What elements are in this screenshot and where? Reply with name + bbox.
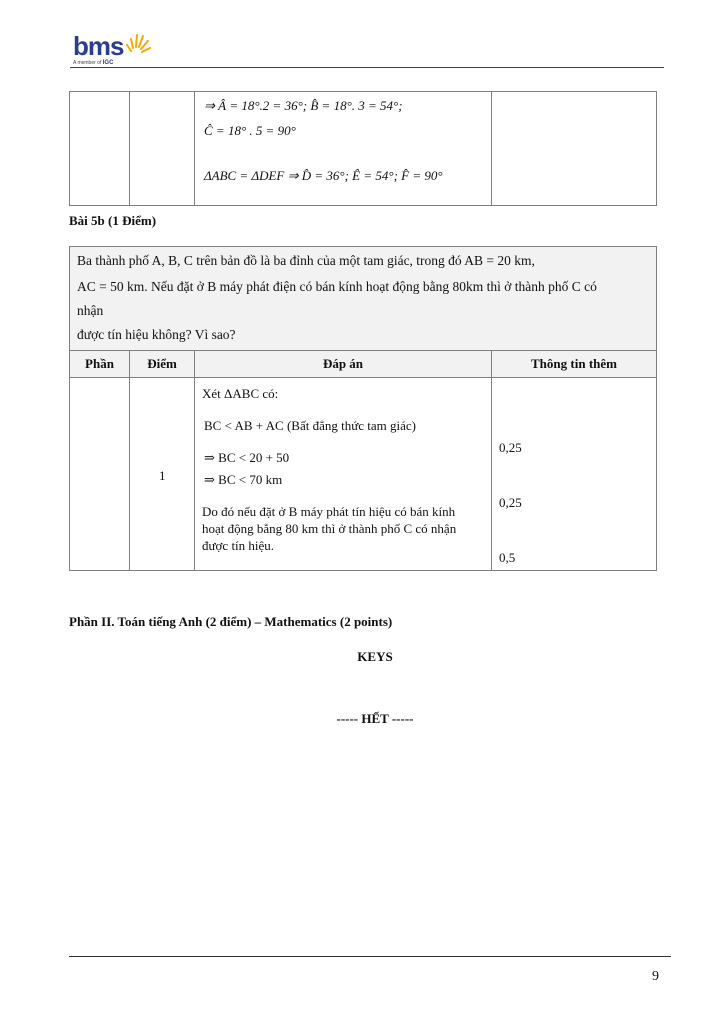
table-row: [70, 92, 657, 206]
score-1: 0,25: [499, 440, 522, 455]
thong-tin-cell: [492, 92, 657, 206]
problem-line-2: AC = 50 km. Nếu đặt ở B máy phát điện có bán kính hoạt động bằng 80km thì ở thành phố C có: [77, 279, 597, 294]
diem-cell: [130, 378, 195, 571]
answer-line-1: Xét ΔABC có:: [202, 386, 279, 401]
bai-5b-table: [69, 246, 657, 571]
answer-line-7: được tín hiệu.: [202, 538, 275, 553]
answer-line-5: Do đó nếu đặt ở B máy phát tín hiệu có bán kính: [202, 504, 456, 519]
page-number: 9: [652, 969, 659, 984]
problem-line-3: nhận: [77, 303, 104, 318]
header-thong-tin: Thông tin thêm: [492, 351, 657, 378]
score-2: 0,25: [499, 495, 522, 510]
header-divider: [70, 67, 664, 68]
score-3: 0,5: [499, 550, 516, 565]
problem-line-1: Ba thành phố A, B, C trên bản đồ là ba đỉnh của một tam giác, trong đó AB = 20 km,: [77, 253, 535, 268]
keys-heading: KEYS: [357, 649, 393, 664]
answer-line-6: hoạt động bằng 80 km thì ở thành phố C có nhận: [202, 521, 457, 536]
footer-divider: [69, 956, 671, 957]
logo-tagline-prefix: A member of: [73, 60, 102, 66]
bai-5b-title: Bài 5b (1 Điểm): [69, 213, 157, 228]
header-row: [70, 351, 657, 378]
header-diem: Điểm: [130, 351, 195, 378]
phan-cell: [70, 378, 130, 571]
congruence-line: ΔABC = ΔDEF ⇒ D̂ = 36°; Ê = 54°; F̂ = 90°: [204, 168, 443, 183]
bms-logo: [73, 33, 163, 69]
angle-equation-line-1: ⇒ Â = 18°.2 = 36°; B̂ = 18°. 3 = 54°;: [204, 98, 403, 113]
thong-tin-cell: [492, 378, 657, 571]
header-dap-an: Đáp án: [195, 351, 492, 378]
end-marker: ----- HẾT -----: [336, 711, 414, 726]
angle-equation-line-2: Ĉ = 18° . 5 = 90°: [204, 123, 296, 138]
problem-line-4: được tín hiệu không? Vì sao?: [77, 327, 236, 342]
logo-text: bms: [73, 31, 124, 61]
problem-row: [70, 247, 657, 351]
answer-line-2: BC < AB + AC (Bất đẳng thức tam giác): [204, 418, 416, 433]
top-answer-table: [69, 91, 657, 206]
answer-line-4: ⇒ BC < 70 km: [204, 472, 283, 487]
problem-statement: [70, 247, 657, 351]
phan-cell: [70, 92, 130, 206]
dap-an-cell: [195, 378, 492, 571]
answer-line-3: ⇒ BC < 20 + 50: [204, 450, 290, 465]
diem-cell: [130, 92, 195, 206]
table-row: [70, 378, 657, 571]
logo-tagline-brand: IGC: [102, 60, 114, 66]
part-2-title: Phần II. Toán tiếng Anh (2 điểm) – Mathematics (2 points): [69, 614, 393, 629]
header-phan: Phần: [70, 351, 130, 378]
diem-value: 1: [159, 468, 166, 483]
logo-tagline: [73, 60, 113, 66]
dap-an-cell: [195, 92, 492, 206]
sun-icon: [125, 31, 151, 55]
